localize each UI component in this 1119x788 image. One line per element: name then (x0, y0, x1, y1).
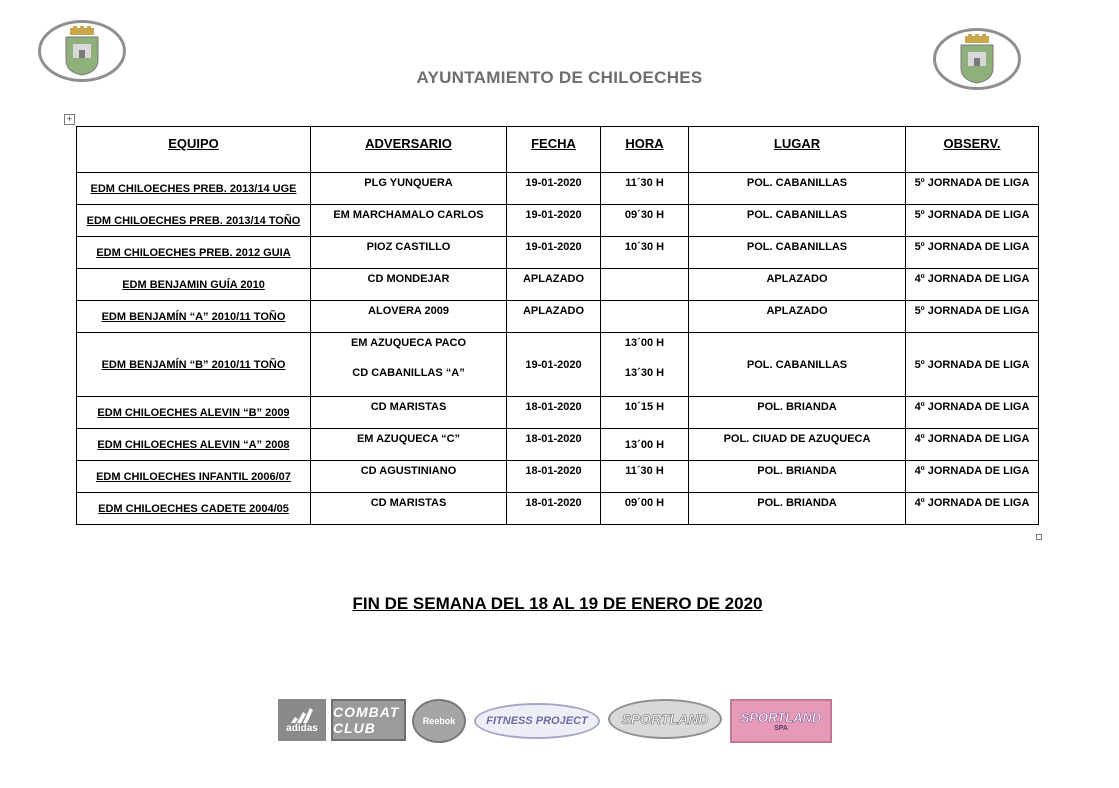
adversario-line-2: CD CABANILLAS “A” (352, 367, 465, 379)
cell-lugar: POL. BRIANDA (689, 493, 906, 525)
adidas-logo (278, 699, 326, 741)
cell-equipo: EDM CHILOECHES PREB. 2013/14 TOÑO (77, 205, 311, 237)
cell-fecha: 19-01-2020 (507, 205, 601, 237)
cell-lugar: POL. CABANILLAS (689, 237, 906, 269)
table-row (77, 429, 1039, 461)
cell-hora: 13´00 H (601, 429, 689, 461)
cell-equipo: EDM CHILOECHES CADETE 2004/05 (77, 493, 311, 525)
table-row (77, 397, 1039, 429)
col-header-adversario: ADVERSARIO (311, 127, 507, 173)
cell-observ: 5º JORNADA DE LIGA (906, 173, 1039, 205)
col-header-fecha: FECHA (507, 127, 601, 173)
table-resize-handle[interactable] (1036, 534, 1042, 540)
table-row (77, 461, 1039, 493)
cell-adversario (311, 333, 507, 397)
cell-observ: 5º JORNADA DE LIGA (906, 237, 1039, 269)
cell-adversario: CD MARISTAS (311, 397, 507, 429)
cell-lugar: POL. CABANILLAS (689, 173, 906, 205)
cell-observ: 4º JORNADA DE LIGA (906, 493, 1039, 525)
table-row (77, 301, 1039, 333)
cell-fecha: 18-01-2020 (507, 461, 601, 493)
cell-equipo: EDM CHILOECHES PREB. 2012 GUIA (77, 237, 311, 269)
col-header-equipo: EQUIPO (77, 127, 311, 173)
cell-equipo: EDM CHILOECHES PREB. 2013/14 UGE (77, 173, 311, 205)
cell-fecha: 18-01-2020 (507, 493, 601, 525)
cell-hora: 10´30 H (601, 237, 689, 269)
cell-hora (601, 301, 689, 333)
cell-fecha: 19-01-2020 (507, 237, 601, 269)
cell-lugar: POL. CABANILLAS (689, 205, 906, 237)
cell-lugar: POL. CIUAD DE AZUQUECA (689, 429, 906, 461)
schedule-table (76, 126, 1039, 525)
cell-observ: 5º JORNADA DE LIGA (906, 205, 1039, 237)
cell-lugar: POL. CABANILLAS (689, 333, 906, 397)
cell-lugar: POL. BRIANDA (689, 397, 906, 429)
table-row (77, 237, 1039, 269)
adversario-line-1: EM AZUQUECA PACO (350, 337, 467, 349)
fitness-project-logo: FITNESS PROJECT (474, 703, 600, 739)
cell-hora: 10´15 H (601, 397, 689, 429)
spa-logo-main: SPORTLAND (740, 710, 822, 725)
cell-hora: 11´30 H (601, 461, 689, 493)
cell-adversario: CD AGUSTINIANO (311, 461, 507, 493)
weekend-title: FIN DE SEMANA DEL 18 AL 19 DE ENERO DE 2020 (352, 594, 763, 613)
cell-lugar: APLAZADO (689, 301, 906, 333)
table-header-row (77, 127, 1039, 173)
cell-adversario: EM AZUQUECA “C” (311, 429, 507, 461)
cell-hora (601, 333, 689, 397)
cell-hora: 09´30 H (601, 205, 689, 237)
combat-club-logo: COMBAT CLUB (331, 699, 406, 741)
cell-adversario: CD MARISTAS (311, 493, 507, 525)
cell-equipo: EDM BENJAMÍN “A” 2010/11 TOÑO (77, 301, 311, 333)
col-header-hora: HORA (601, 127, 689, 173)
cell-fecha: 19-01-2020 (507, 333, 601, 397)
cell-observ: 4º JORNADA DE LIGA (906, 269, 1039, 301)
hora-line-2: 13´30 H (624, 367, 665, 379)
hora-line-1: 13´00 H (624, 337, 665, 349)
cell-fecha: 19-01-2020 (507, 173, 601, 205)
cell-adversario: PLG YUNQUERA (311, 173, 507, 205)
spa-logo-sub: SPA (774, 725, 788, 732)
table-move-handle[interactable]: + (64, 114, 75, 125)
cell-hora (601, 269, 689, 301)
cell-adversario: PIOZ CASTILLO (311, 237, 507, 269)
table-row (77, 493, 1039, 525)
table-row (77, 205, 1039, 237)
table-row (77, 333, 1039, 397)
col-header-observ: OBSERV. (906, 127, 1039, 173)
cell-adversario: EM MARCHAMALO CARLOS (311, 205, 507, 237)
adidas-stripes-icon (289, 707, 315, 723)
cell-observ: 5º JORNADA DE LIGA (906, 301, 1039, 333)
cell-hora: 09´00 H (601, 493, 689, 525)
cell-fecha: APLAZADO (507, 269, 601, 301)
cell-observ: 5º JORNADA DE LIGA (906, 333, 1039, 397)
cell-observ: 4º JORNADA DE LIGA (906, 397, 1039, 429)
cell-observ: 4º JORNADA DE LIGA (906, 461, 1039, 493)
cell-fecha: 18-01-2020 (507, 429, 601, 461)
cell-fecha: APLAZADO (507, 301, 601, 333)
cell-equipo: EDM CHILOECHES ALEVIN “B” 2009 (77, 397, 311, 429)
cell-equipo: EDM BENJAMIN GUÍA 2010 (77, 269, 311, 301)
sportland-logo: SPORTLAND (608, 699, 722, 739)
col-header-lugar: LUGAR (689, 127, 906, 173)
cell-fecha: 18-01-2020 (507, 397, 601, 429)
table-row (77, 269, 1039, 301)
cell-equipo: EDM CHILOECHES ALEVIN “A” 2008 (77, 429, 311, 461)
cell-lugar: POL. BRIANDA (689, 461, 906, 493)
cell-observ: 4º JORNADA DE LIGA (906, 429, 1039, 461)
cell-adversario: CD MONDEJAR (311, 269, 507, 301)
cell-adversario: ALOVERA 2009 (311, 301, 507, 333)
page-title: AYUNTAMIENTO DE CHILOECHES (416, 68, 703, 87)
reebok-logo: Reebok (412, 699, 466, 743)
cell-lugar: APLAZADO (689, 269, 906, 301)
cell-hora: 11´30 H (601, 173, 689, 205)
sportland-spa-logo (730, 699, 832, 743)
adidas-text: adidas (286, 722, 318, 734)
cell-equipo: EDM BENJAMÍN “B” 2010/11 TOÑO (77, 333, 311, 397)
cell-equipo: EDM CHILOECHES INFANTIL 2006/07 (77, 461, 311, 493)
table-row (77, 173, 1039, 205)
